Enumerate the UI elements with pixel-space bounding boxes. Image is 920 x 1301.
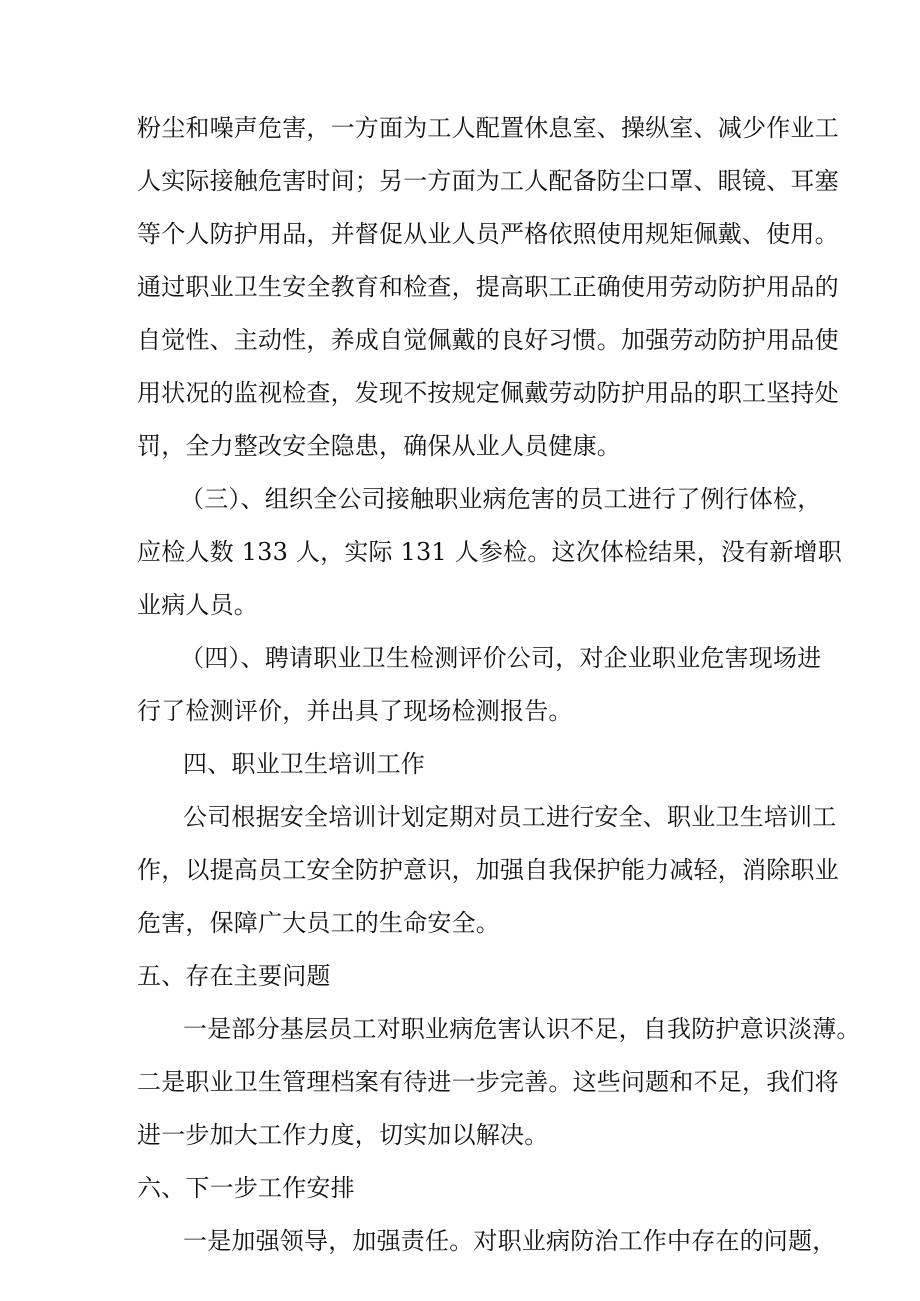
paragraph-line: 应检人数 133 人，实际 131 人参检。这次体检结果，没有新增职: [137, 538, 842, 566]
paragraph-line: 人实际接触危害时间；另一方面为工人配备防尘口罩、眼镜、耳塞: [137, 167, 839, 195]
paragraph-line: 二是职业卫生管理档案有待进一步完善。这些问题和不足，我们将: [137, 1068, 839, 1096]
paragraph-line: 粉尘和噪声危害，一方面为工人配置休息室、操纵室、减少作业工: [137, 114, 839, 142]
paragraph-line: 一是加强领导，加强责任。对职业病防治工作中存在的问题，: [183, 1227, 837, 1255]
section-four-heading-line: （四）、聘请职业卫生检测评价公司，对企业职业危害现场进: [180, 644, 822, 672]
paragraph-line: 罚，全力整改安全隐患，确保从业人员健康。: [137, 432, 621, 460]
paragraph-line: 等个人防护用品，并督促从业人员严格依照使用规矩佩戴、使用。: [137, 220, 839, 248]
section-heading-training: 四、职业卫生培训工作: [183, 750, 425, 778]
paragraph-line: 进一步加大工作力度，切实加以解决。: [137, 1121, 549, 1149]
paragraph-line: 一是部分基层员工对职业病危害认识不足，自我防护意识淡薄。: [183, 1015, 861, 1043]
section-heading-problems: 五、存在主要问题: [137, 962, 331, 990]
paragraph-line: 危害，保障广大员工的生命安全。: [137, 909, 500, 937]
paragraph-line: 行了检测评价，并出具了现场检测报告。: [137, 697, 573, 725]
paragraph-line: 自觉性、主动性，养成自觉佩戴的良好习惯。加强劳动防护用品使: [137, 326, 839, 354]
section-heading-next-steps: 六、下一步工作安排: [137, 1174, 355, 1202]
paragraph-line: 公司根据安全培训计划定期对员工进行安全、职业卫生培训工: [183, 803, 837, 831]
paragraph-line: 用状况的监视检查，发现不按规定佩戴劳动防护用品的职工坚持处: [137, 379, 839, 407]
paragraph-line: 作，以提高员工安全防护意识，加强自我保护能力减轻，消除职业: [137, 856, 839, 884]
section-three-heading-line: （三）、组织全公司接触职业病危害的员工进行了例行体检，: [180, 485, 822, 513]
paragraph-line: 通过职业卫生安全教育和检查，提高职工正确使用劳动防护用品的: [137, 273, 839, 301]
paragraph-line: 业病人员。: [137, 591, 258, 619]
